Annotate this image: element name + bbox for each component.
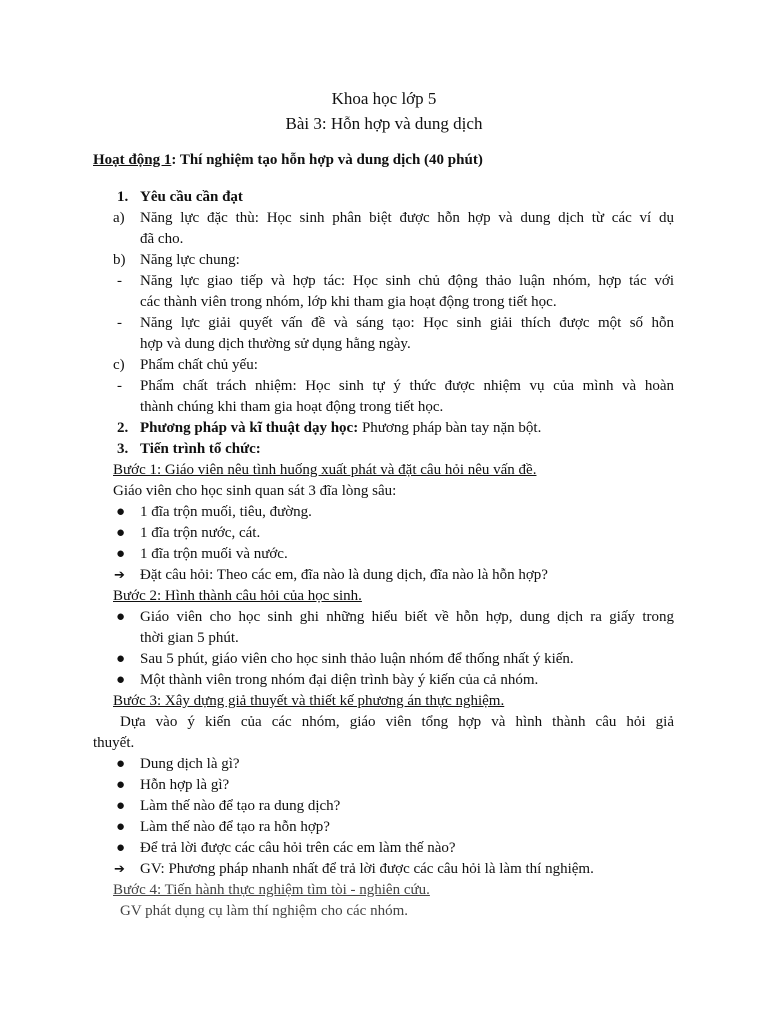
item-b-text: Năng lực chung: — [140, 252, 240, 268]
bullet-icon: ● — [116, 756, 126, 772]
step3-item-5: Để trả lời được các câu hỏi trên các em làm thế nào? — [140, 840, 456, 856]
item-c-text: Phẩm chất chủ yếu: — [140, 357, 258, 373]
dash-marker: - — [117, 273, 122, 289]
item-a-line2: đã cho. — [140, 231, 184, 247]
section3-number: 3. — [117, 441, 129, 457]
section1-heading: Yêu cầu cần đạt — [140, 189, 243, 205]
item-b-marker: b) — [113, 252, 126, 268]
activity-heading — [93, 150, 693, 171]
item-a-line1: Năng lực đặc thù: Học sinh phân biệt được hỗn hợp và dung dịch từ các ví dụ — [140, 210, 674, 226]
item-a-marker: a) — [113, 210, 125, 226]
step1-heading: Bước 1: Giáo viên nêu tình huống xuất phát và đặt câu hỏi nêu vấn đề. — [113, 462, 537, 478]
step3-item-1: Dung dịch là gì? — [140, 756, 240, 772]
arrow-icon: ➔ — [114, 862, 125, 877]
section2-number: 2. — [117, 420, 129, 436]
step2-item3: Một thành viên trong nhóm đại diện trình bày ý kiến của cả nhóm. — [140, 672, 539, 688]
step1-intro: Giáo viên cho học sinh quan sát 3 đĩa lòng sâu: — [113, 483, 397, 499]
bullet-icon: ● — [116, 651, 126, 667]
section2-heading: Phương pháp và kĩ thuật dạy học: — [140, 420, 359, 436]
step3-para-line1: Dựa vào ý kiến của các nhóm, giáo viên tổng hợp và hình thành câu hỏi giả — [120, 714, 674, 730]
item-b1-line2: các thành viên trong nhóm, lớp khi tham gia hoạt động trong tiết học. — [140, 294, 557, 310]
item-c-marker: c) — [113, 357, 125, 373]
step3-para-line2: thuyết. — [93, 735, 135, 751]
bullet-icon: ● — [116, 672, 126, 688]
activity-label: Hoạt động 1 — [93, 152, 172, 168]
step2-item1-line1: Giáo viên cho học sinh ghi những hiểu biết về hỗn hợp, dung dịch ra giấy trong — [140, 609, 674, 625]
step4-text: GV phát dụng cụ làm thí nghiệm cho các nhóm. — [120, 903, 408, 919]
section3-heading: Tiến trình tổ chức: — [140, 441, 261, 457]
item-b1-line1: Năng lực giao tiếp và hợp tác: Học sinh chủ động thảo luận nhóm, hợp tác với — [140, 273, 674, 289]
bullet-icon: ● — [116, 609, 126, 625]
section2-line — [140, 418, 674, 439]
bullet-icon: ● — [116, 777, 126, 793]
bullet-icon: ● — [116, 525, 126, 541]
step2-heading: Bước 2: Hình thành câu hỏi của học sinh. — [113, 588, 362, 604]
bullet-icon: ● — [116, 840, 126, 856]
section1-number: 1. — [117, 189, 129, 205]
item-c1-line1: Phẩm chất trách nhiệm: Học sinh tự ý thức được nhiệm vụ của mình và hoàn — [140, 378, 674, 394]
page-title: Khoa học lớp 5 — [331, 89, 437, 108]
item-b2-line2: hợp và dung dịch thường sử dụng hằng ngày. — [140, 336, 411, 352]
step3-item-3: Làm thế nào để tạo ra dung dịch? — [140, 798, 341, 814]
step3-arrow-text: GV: Phương pháp nhanh nhất để trả lời được các câu hỏi là làm thí nghiệm. — [140, 861, 594, 877]
step1-item-2: 1 đĩa trộn nước, cát. — [140, 525, 261, 541]
step2-item2: Sau 5 phút, giáo viên cho học sinh thảo luận nhóm để thống nhất ý kiến. — [140, 651, 574, 667]
bullet-icon: ● — [116, 504, 126, 520]
bullet-icon: ● — [116, 819, 126, 835]
step4-heading: Bước 4: Tiến hành thực nghiệm tìm tòi - nghiên cứu. — [113, 882, 430, 898]
step3-item-2: Hỗn hợp là gì? — [140, 777, 230, 793]
step1-item-3: 1 đĩa trộn muối và nước. — [140, 546, 288, 562]
item-c1-line2: thành chúng khi tham gia hoạt động trong tiết học. — [140, 399, 444, 415]
lesson-title: Bài 3: Hỗn hợp và dung dịch — [285, 114, 483, 133]
item-b2-line1: Năng lực giải quyết vấn đề và sáng tạo: Học sinh giải thích được một số hỗn — [140, 315, 674, 331]
section2-text: Phương pháp bàn tay nặn bột. — [358, 420, 542, 436]
step2-item1-line2: thời gian 5 phút. — [140, 630, 239, 646]
bullet-icon: ● — [116, 798, 126, 814]
bullet-icon: ● — [116, 546, 126, 562]
dash-marker: - — [117, 378, 122, 394]
step3-heading: Bước 3: Xây dựng giả thuyết và thiết kế phương án thực nghiệm. — [113, 693, 505, 709]
step3-item-4: Làm thế nào để tạo ra hỗn hợp? — [140, 819, 330, 835]
activity-text: : Thí nghiệm tạo hỗn hợp và dung dịch (40 phút) — [171, 152, 483, 168]
dash-marker: - — [117, 315, 122, 331]
step1-arrow-text: Đặt câu hỏi: Theo các em, đĩa nào là dung dịch, đĩa nào là hỗn hợp? — [140, 567, 548, 583]
arrow-icon: ➔ — [114, 568, 125, 583]
step1-item-1: 1 đĩa trộn muối, tiêu, đường. — [140, 504, 312, 520]
